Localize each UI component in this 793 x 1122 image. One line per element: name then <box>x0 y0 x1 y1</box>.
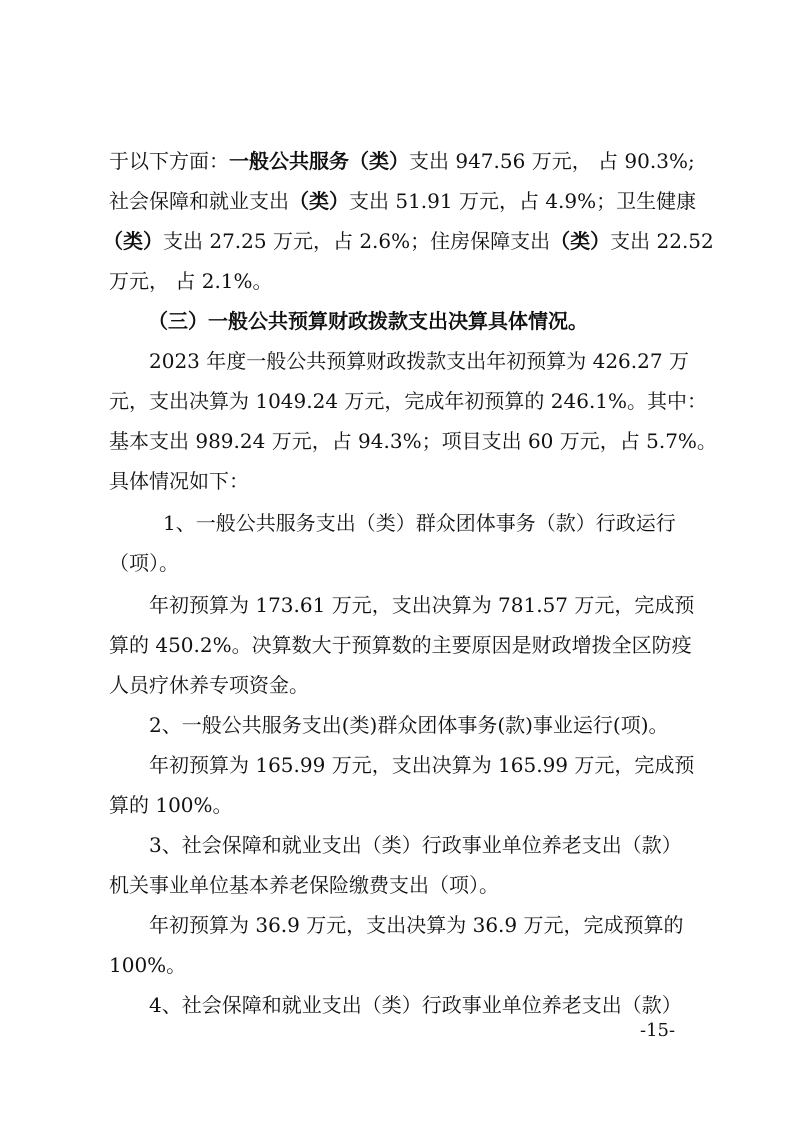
text-segment: 2、一般公共服务支出(类)群众团体事务(款)事业运行(项)。 <box>149 713 669 737</box>
text-segment: 人员疗休养专项资金。 <box>109 673 309 697</box>
text-segment: 1、一般公共服务支出（类）群众团体事务（款）行政运行 <box>163 511 676 535</box>
text-segment: 支出 51.91 万元，占 4.9%；卫生健康 <box>349 189 697 213</box>
text-segment-bold: （类） <box>289 189 349 213</box>
text-segment: 于以下方面： <box>109 149 229 173</box>
text-segment: 元，支出决算为 1049.24 万元，完成年初预算的 246.1%。其中： <box>109 389 708 413</box>
text-segment: 算的 100%。 <box>109 793 233 817</box>
text-line-8 <box>109 428 717 454</box>
text-line-12 <box>149 592 694 618</box>
text-line-17 <box>109 792 233 818</box>
page-number: -15- <box>640 1020 676 1041</box>
text-line-2 <box>109 188 696 214</box>
text-line-15 <box>149 712 669 738</box>
text-segment: 3、社会保障和就业支出（类）行政事业单位养老支出（款） <box>149 833 682 857</box>
text-line-11 <box>109 550 179 576</box>
text-line-4 <box>109 268 273 294</box>
text-line-10 <box>163 510 676 536</box>
text-segment: 支出 947.56 万元， 占 90.3%; <box>409 149 695 173</box>
text-line-6 <box>149 348 689 374</box>
text-line-9 <box>109 468 249 494</box>
text-line-21 <box>109 952 186 978</box>
text-segment: 年初预算为 173.61 万元，支出决算为 781.57 万元，完成预 <box>149 593 695 617</box>
text-segment: 年初预算为 165.99 万元，支出决算为 165.99 万元，完成预 <box>149 753 695 777</box>
text-segment: 万元， 占 2.1%。 <box>109 269 273 293</box>
text-segment: 支出 27.25 万元，占 2.6%；住房保障支出 <box>163 229 551 253</box>
text-segment: 年初预算为 36.9 万元，支出决算为 36.9 万元，完成预算的 <box>149 913 684 937</box>
text-segment: 社会保障和就业支出 <box>109 189 289 213</box>
text-line-20 <box>149 912 684 938</box>
section-heading-text: （三）一般公共预算财政拨款支出决算具体情况。 <box>148 309 588 333</box>
text-segment: 基本支出 989.24 万元，占 94.3%；项目支出 60 万元，占 5.7%。 <box>109 429 717 453</box>
text-line-16 <box>149 752 694 778</box>
text-segment: （项）。 <box>109 551 179 575</box>
text-line-22 <box>149 992 682 1018</box>
text-segment: 100%。 <box>109 953 187 977</box>
text-segment: 算的 450.2%。决算数大于预算数的主要原因是财政增拨全区防疫 <box>109 633 692 657</box>
text-line-1 <box>109 148 695 174</box>
text-segment-bold: 一般公共服务（类） <box>229 149 409 173</box>
text-segment: 支出 22.52 <box>610 229 714 253</box>
text-line-7 <box>109 388 707 414</box>
text-segment: 2023 年度一般公共预算财政拨款支出年初预算为 426.27 万 <box>149 349 689 373</box>
text-segment: 4、社会保障和就业支出（类）行政事业单位养老支出（款） <box>149 993 682 1017</box>
section-heading <box>148 308 588 334</box>
text-line-19 <box>109 872 499 898</box>
text-line-13 <box>109 632 692 658</box>
text-line-14 <box>109 672 309 698</box>
text-segment: 机关事业单位基本养老保险缴费支出（项）。 <box>109 873 499 897</box>
text-segment: 具体情况如下： <box>109 469 249 493</box>
text-segment-bold: （类） <box>550 229 611 253</box>
text-segment-bold: （类） <box>103 229 163 253</box>
text-line-18 <box>149 832 682 858</box>
text-line-3 <box>103 228 714 254</box>
